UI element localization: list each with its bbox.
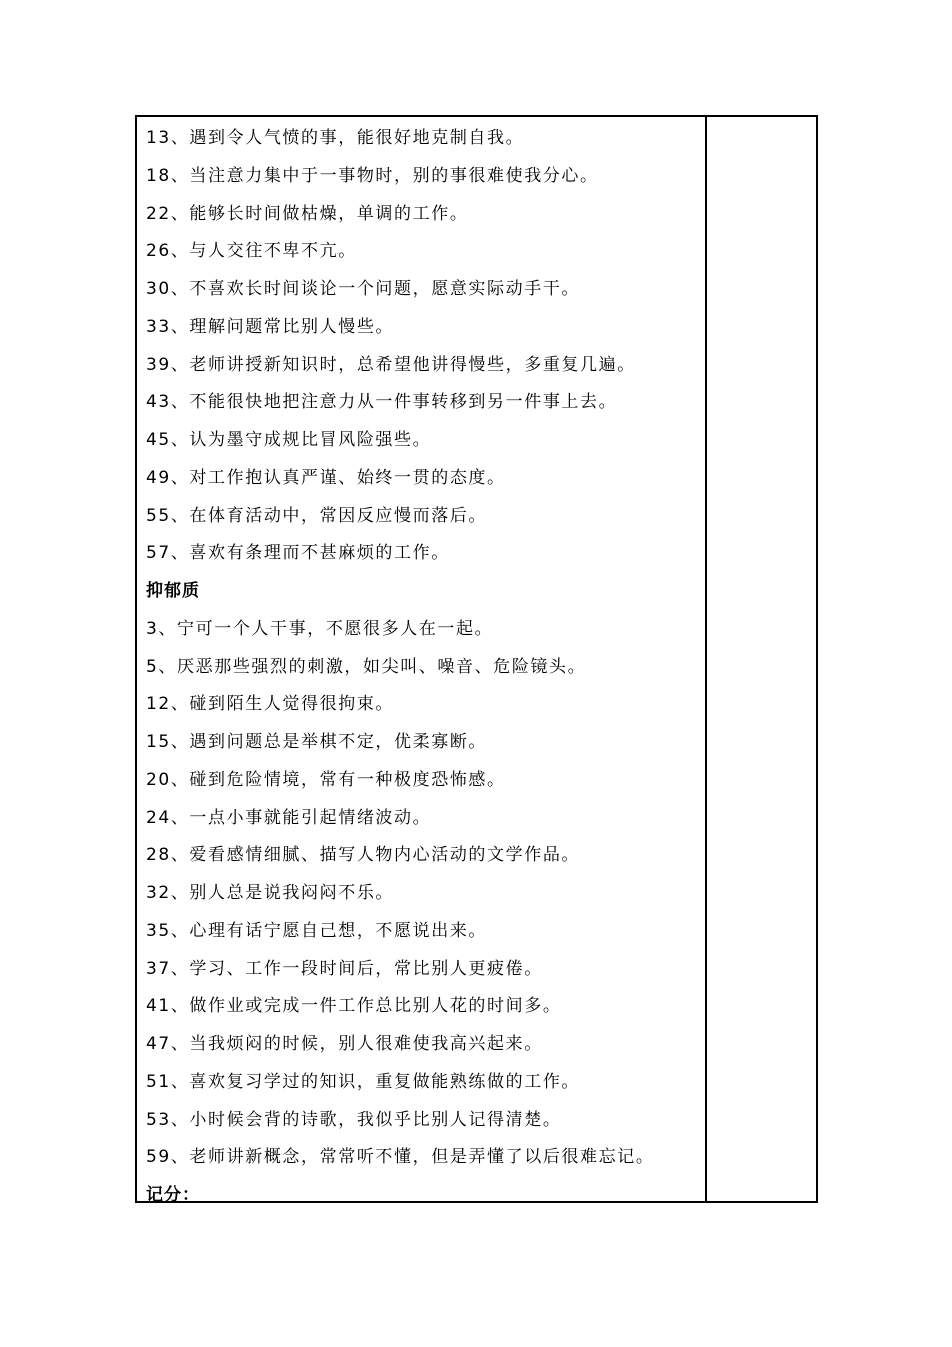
question-item: 32、别人总是说我闷闷不乐。: [146, 883, 395, 903]
question-item: 20、碰到危险情境，常有一种极度恐怖感。: [146, 769, 506, 790]
question-column: [146, 120, 701, 1215]
question-item: 3、宁可一个人干事，不愿很多人在一起。: [146, 618, 494, 639]
question-item: 13、遇到令人气愤的事，能很好地克制自我。: [146, 128, 525, 148]
question-item: 49、对工作抱认真严谨、始终一贯的态度。: [146, 467, 506, 488]
question-item: 12、碰到陌生人觉得很拘束。: [146, 694, 395, 715]
question-item: 26、与人交往不卑不亢。: [146, 241, 357, 262]
question-item: 33、理解问题常比别人慢些。: [146, 316, 395, 337]
question-item: 51、喜欢复习学过的知识，重复做能熟练做的工作。: [146, 1071, 581, 1092]
question-item: 5、厌恶那些强烈的刺激，如尖叫、噪音、危险镜头。: [146, 656, 587, 677]
question-item: 15、遇到问题总是举棋不定，优柔寡断。: [146, 732, 488, 752]
question-item: 45、认为墨守成规比冒风险强些。: [146, 430, 432, 450]
question-item: 41、做作业或完成一件工作总比别人花的时间多。: [146, 996, 562, 1017]
question-item: 55、在体育活动中，常因反应慢而落后。: [146, 505, 488, 526]
section-heading: 抑郁质: [146, 581, 200, 601]
question-item: 39、老师讲授新知识时，总希望他讲得慢些，多重复几遍。: [146, 354, 636, 375]
question-item: 37、学习、工作一段时间后，常比别人更疲倦。: [146, 958, 543, 979]
question-item: 28、爱看感情细腻、描写人物内心活动的文学作品。: [146, 845, 581, 866]
question-item: 53、小时候会背的诗歌，我似乎比别人记得清楚。: [146, 1109, 562, 1130]
question-item: 47、当我烦闷的时候，别人很难使我高兴起来。: [146, 1034, 543, 1054]
question-item: 30、不喜欢长时间谈论一个问题，愿意实际动手干。: [146, 279, 581, 299]
questionnaire-table: [135, 115, 818, 1203]
question-item: 24、一点小事就能引起情绪波动。: [146, 807, 432, 828]
question-item: 35、心理有话宁愿自己想，不愿说出来。: [146, 920, 488, 941]
question-item: 43、不能很快地把注意力从一件事转移到另一件事上去。: [146, 392, 618, 413]
question-item: 59、老师讲新概念，常常听不懂，但是弄懂了以后很难忘记。: [146, 1147, 655, 1168]
question-item: 57、喜欢有条理而不甚麻烦的工作。: [146, 543, 450, 564]
question-item: 22、能够长时间做枯燥，单调的工作。: [146, 203, 469, 224]
question-item: 18、当注意力集中于一事物时，别的事很难使我分心。: [146, 165, 599, 186]
score-column: [707, 117, 816, 1201]
score-label: 记分：: [146, 1185, 200, 1205]
